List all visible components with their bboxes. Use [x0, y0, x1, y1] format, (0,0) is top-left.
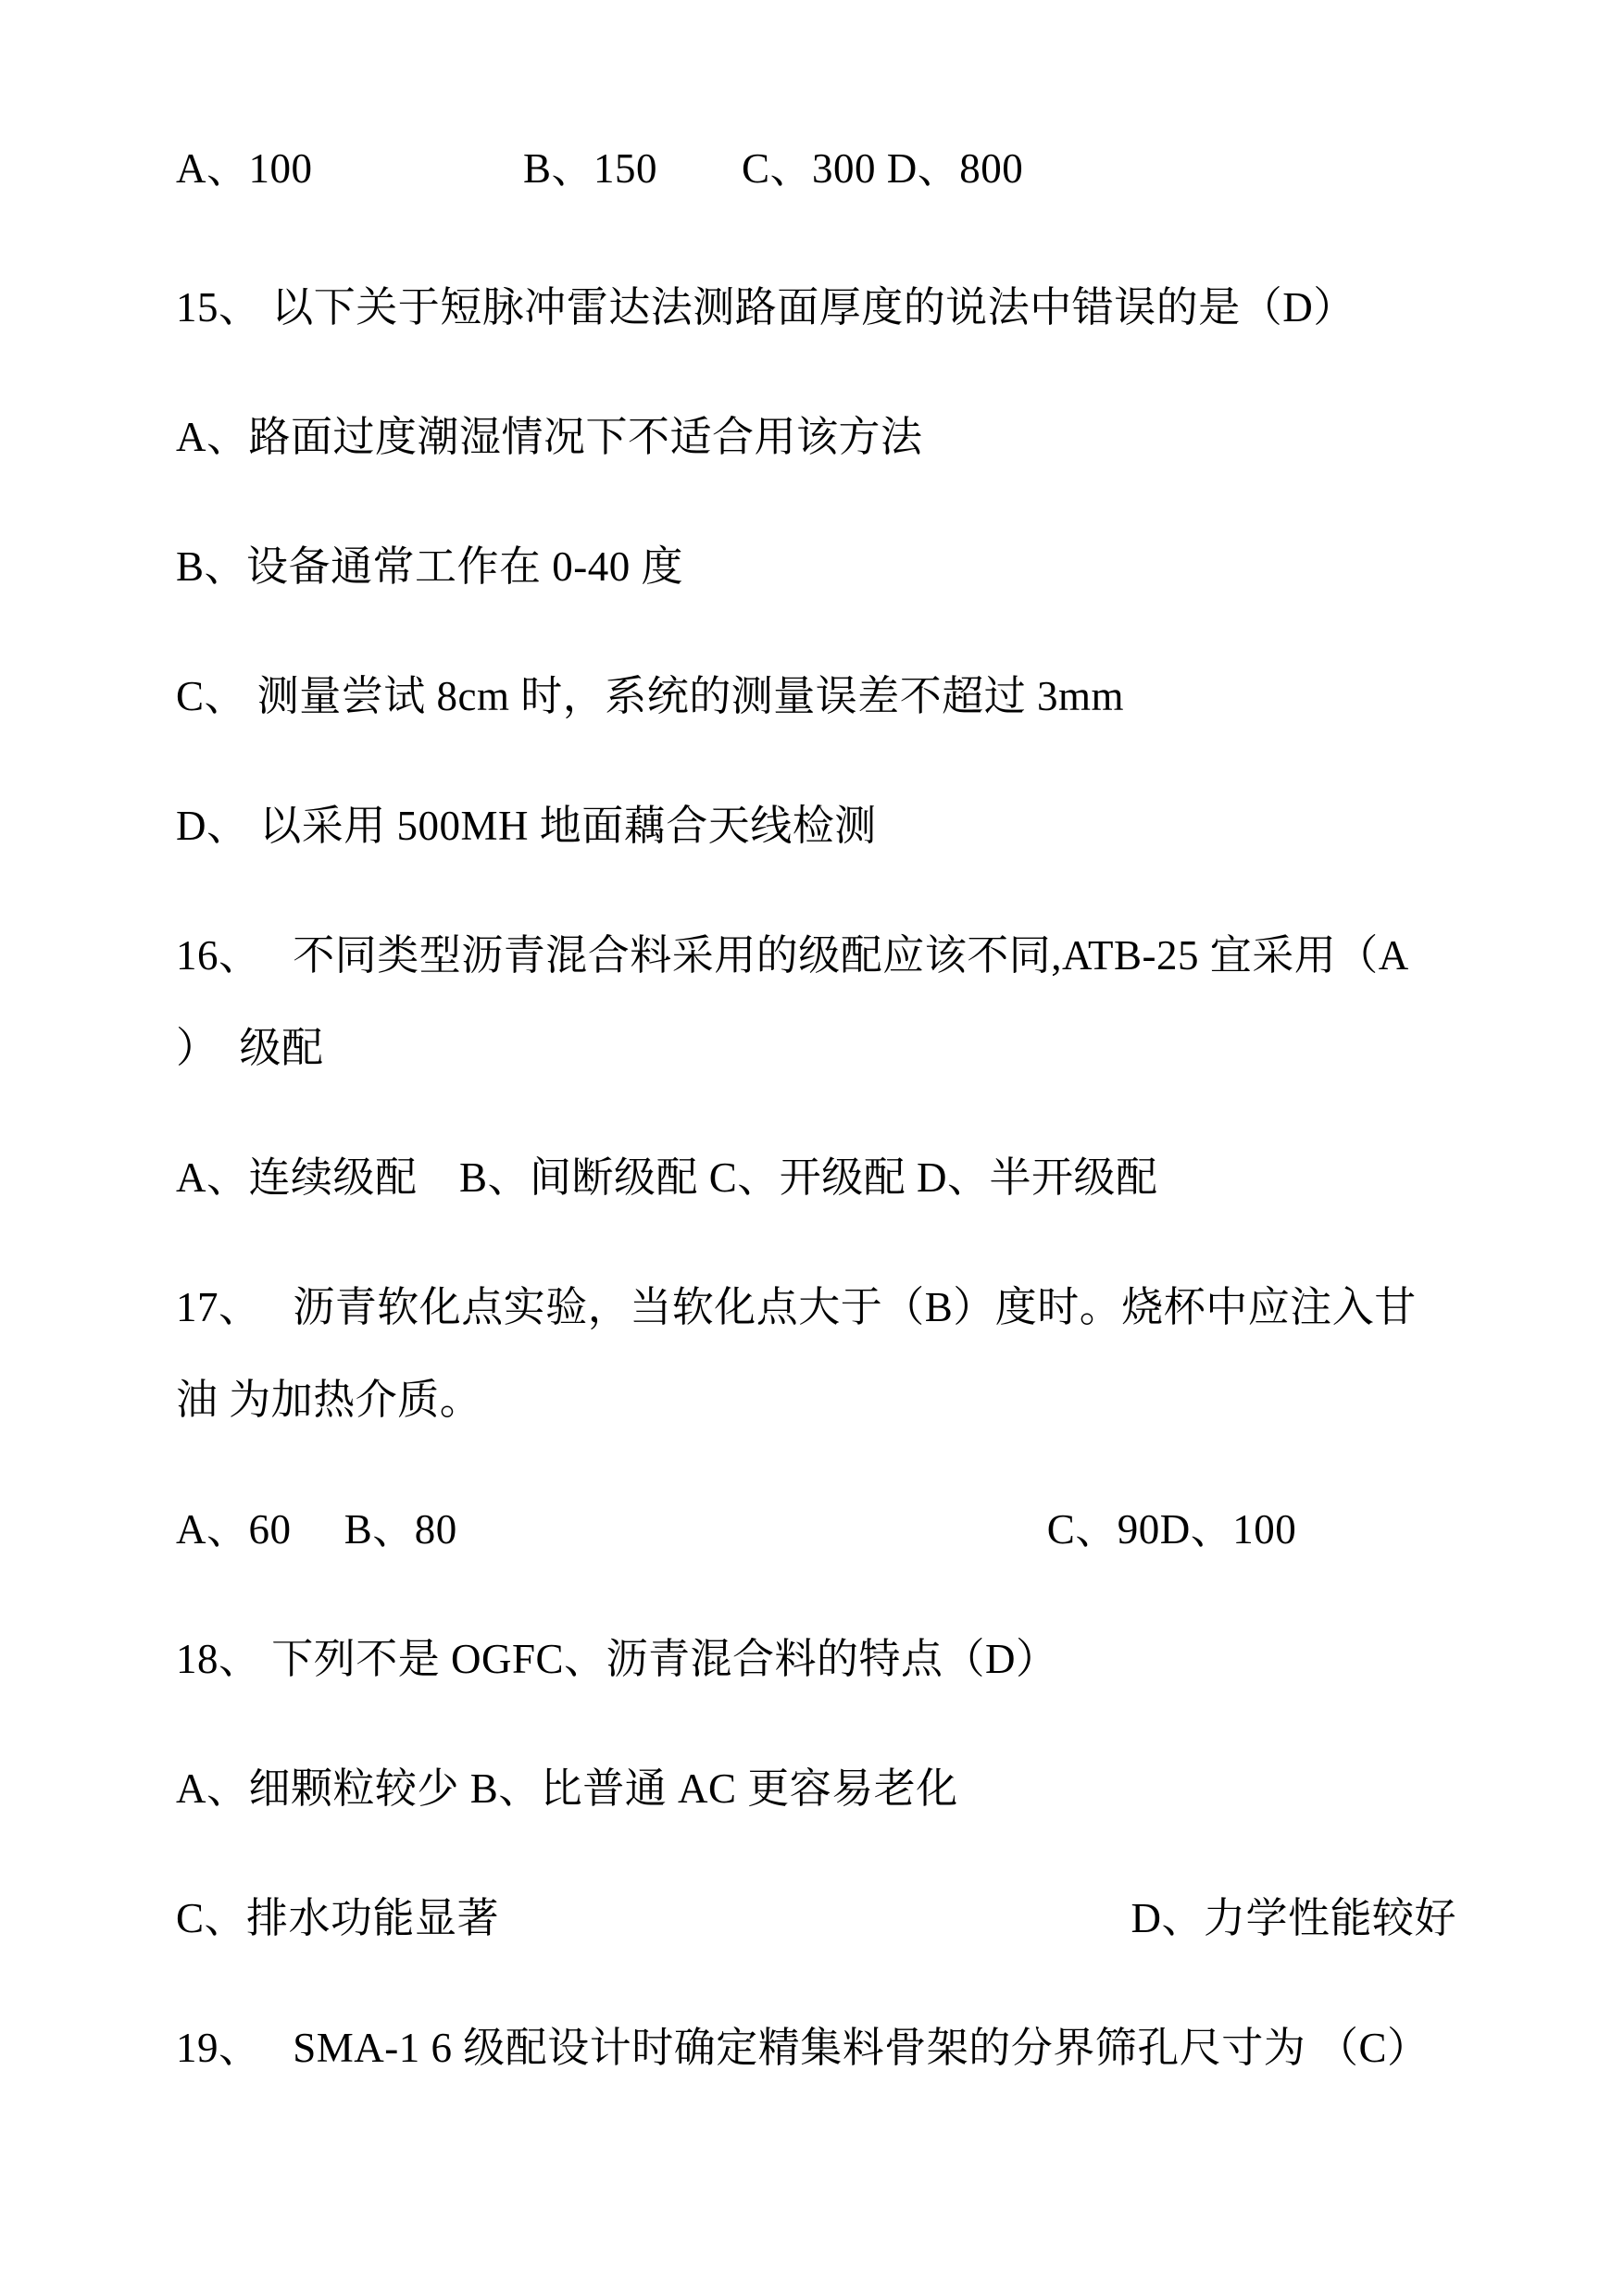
text-line: ） 级配: [176, 1025, 324, 1071]
options-paragraph: [176, 1872, 1522, 1964]
options-paragraph: [176, 122, 1522, 215]
text-line: A、细颗粒较少 B、比普通 AC 更容易老化: [176, 1765, 958, 1812]
options-paragraph: [176, 1131, 1522, 1224]
options-paragraph: [176, 780, 1522, 872]
document-body: [176, 122, 1522, 2094]
options-paragraph: [176, 650, 1522, 742]
question-paragraph: [176, 2002, 1522, 2094]
options-paragraph: [176, 391, 1522, 483]
text-line: 18、 下列不是 OGFC、沥青混合料的特点（D）: [176, 1636, 1058, 1682]
text-line: 17、 沥青软化点实验，当软化点大于（B）度时。烧杯中应注入甘: [176, 1284, 1417, 1330]
text-line: B、设备通常工作在 0-40 度: [176, 543, 684, 590]
question-paragraph: [176, 1261, 1522, 1446]
question-paragraph: [176, 909, 1522, 1094]
text-line: 16、 不同类型沥青混合料采用的级配应该不同,ATB-25 宜采用（A: [176, 932, 1409, 979]
options-paragraph: [176, 1483, 1522, 1576]
text-line: C、 测量尝试 8cm 时，系统的测量误差不超过 3mm: [176, 673, 1124, 719]
question-paragraph: [176, 1613, 1522, 1705]
text-line: A、路面过度潮湿情况下不适合用该方法: [176, 414, 923, 460]
question-paragraph: [176, 261, 1522, 354]
options-paragraph: [176, 520, 1522, 613]
text-line: A、连续级配 B、间断级配 C、开级配 D、半开级配: [176, 1154, 1158, 1201]
options-paragraph: [176, 1742, 1522, 1835]
text-line: A、60 B、80 C、90D、100: [176, 1506, 1297, 1553]
text-line: 15、 以下关于短脉冲雷达法测路面厚度的说法中错误的是（D）: [176, 284, 1355, 331]
text-line: 19、 SMA-1 6 级配设计时确定精集料骨架的分界筛孔尺寸为 （C）: [176, 2025, 1430, 2071]
text-line: D、 以采用 500MH 地面藕合天线检测: [176, 803, 877, 849]
text-line: C、排水功能显著 D、力学性能较好: [176, 1895, 1457, 1941]
text-line: 油 为加热介质。: [176, 1377, 482, 1423]
text-line: A、100 B、150 C、300 D、800: [176, 145, 1024, 192]
